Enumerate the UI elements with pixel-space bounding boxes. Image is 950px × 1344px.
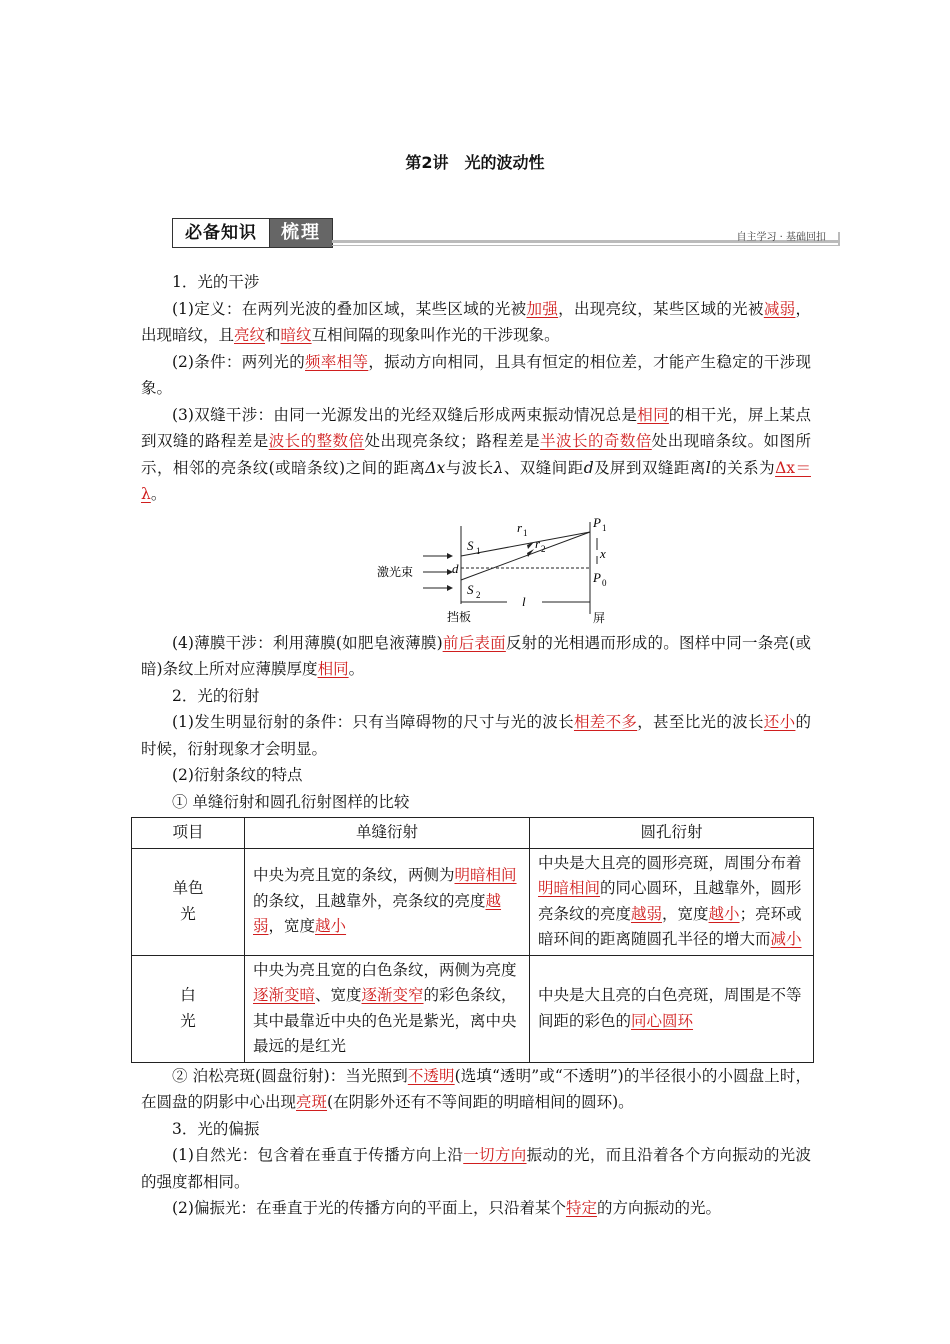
table-header-cell: 项目	[132, 818, 245, 849]
table-row	[132, 955, 814, 1062]
heading-interference: 1．光的干涉	[172, 273, 260, 291]
svg-text:1: 1	[602, 522, 607, 533]
banner-badge: 梳理	[269, 218, 333, 248]
double-slit-diagram	[141, 514, 811, 626]
table-cell: 中央为亮且宽的白色条纹，两侧为亮度逐渐变暗、宽度逐渐变窄的彩色条纹，其中最靠近中央的色光是紫光，离中央最远的是红光	[245, 955, 530, 1062]
polarized-light: (2)偏振光：在垂直于光的传播方向的平面上，只沿着某个特定的方向振动的光。	[172, 1199, 721, 1217]
table-row	[132, 848, 814, 955]
table-cell: 中央是大且亮的圆形亮斑，周围分布着明暗相间的同心圆环，且越靠外，圆形亮条纹的亮度越弱，宽度越小；亮环或暗环间的距离随圆孔半径的增大而减小	[530, 848, 814, 955]
table-cell: 单色光	[132, 848, 245, 955]
svg-text:l: l	[522, 593, 526, 609]
svg-text:1: 1	[523, 527, 528, 538]
svg-text:1: 1	[476, 545, 481, 556]
svg-text:r: r	[535, 535, 541, 551]
banner-rule-thin	[332, 245, 840, 246]
svg-text:x: x	[600, 545, 606, 561]
table-cell: 中央是大且亮的白色亮斑，周围是不等间距的彩色的同心圆环	[530, 955, 814, 1062]
svg-text:P: P	[593, 514, 601, 530]
interference-condition: (2)条件：两列光的频率相等，振动方向相同，且具有恒定的相位差，才能产生稳定的干涉现象。	[141, 352, 811, 397]
svg-text:S: S	[467, 581, 474, 597]
table-cell: 白光	[132, 955, 245, 1062]
table-header-cell: 圆孔衍射	[530, 818, 814, 849]
table-cell: 中央为亮且宽的条纹，两侧为明暗相间的条纹，且越靠外，亮条纹的亮度越弱，宽度越小	[245, 848, 530, 955]
double-slit-paragraph: (3)双缝干涉：由同一光源发出的光经双缝后形成两束振动情况总是相同的相干光，屏上某点到双缝的路程差是波长的整数倍处出现亮条纹；路程差是半波长的奇数倍处出现暗条纹。如图所示，相邻的亮条纹(或暗条纹)之间的距离Δx与波长λ、双缝间距d及屏到双缝距离l的关系为Δx＝λ。	[141, 405, 811, 503]
poisson-spot: ② 泊松亮斑(圆盘衍射)：当光照到不透明(选填“透明”或“不透明”)的半径很小的小圆盘上时，在圆盘的阴影中心出现亮斑(在阴影外还有不等间距的明暗相间的圆环)。	[141, 1066, 811, 1111]
diffraction-condition: (1)发生明显衍射的条件：只有当障碍物的尺寸与光的波长相差不多，甚至比光的波长还小的时候，衍射现象才会明显。	[141, 713, 811, 758]
banner-subtitle: 自主学习 · 基础回扣	[736, 232, 826, 243]
svg-text:d: d	[452, 560, 459, 576]
section-banner	[172, 218, 840, 248]
banner-end-mark	[832, 232, 840, 246]
table-header-row	[132, 818, 814, 849]
thin-film-interference: (4)薄膜干涉：利用薄膜(如肥皂液薄膜)前后表面反射的光相遇而形成的。图样中同一条亮(或暗)条纹上所对应薄膜厚度相同。	[141, 633, 811, 678]
page-title: 第2讲 光的波动性	[405, 153, 545, 172]
laser-label: 激光束	[377, 564, 414, 579]
svg-text:P: P	[593, 569, 601, 585]
svg-text:挡板: 挡板	[447, 609, 472, 624]
natural-light: (1)自然光：包含着在垂直于传播方向上沿一切方向振动的光，而且沿着各个方向振动的光波的强度都相同。	[141, 1146, 811, 1191]
svg-text:2: 2	[541, 543, 546, 554]
diffraction-table	[131, 817, 814, 1063]
heading-diffraction: 2．光的衍射	[172, 686, 260, 705]
svg-text:S: S	[467, 537, 474, 553]
svg-text:0: 0	[602, 577, 607, 588]
comparison-caption: ① 单缝衍射和圆孔衍射图样的比较	[172, 792, 410, 811]
svg-text:2: 2	[476, 589, 481, 600]
interference-definition: (1)定义：在两列光波的叠加区域，某些区域的光被加强，出现亮纹，某些区域的光被减弱，出现暗纹，且亮纹和暗纹互相间隔的现象叫作光的干涉现象。	[141, 299, 811, 344]
svg-text:屏: 屏	[593, 610, 606, 625]
table-header-cell: 单缝衍射	[245, 818, 530, 849]
diffraction-features: (2)衍射条纹的特点	[172, 766, 303, 784]
content	[141, 269, 811, 1222]
svg-text:r: r	[517, 519, 523, 535]
banner-label: 必备知识	[172, 218, 270, 248]
heading-polarization: 3．光的偏振	[172, 1119, 260, 1138]
